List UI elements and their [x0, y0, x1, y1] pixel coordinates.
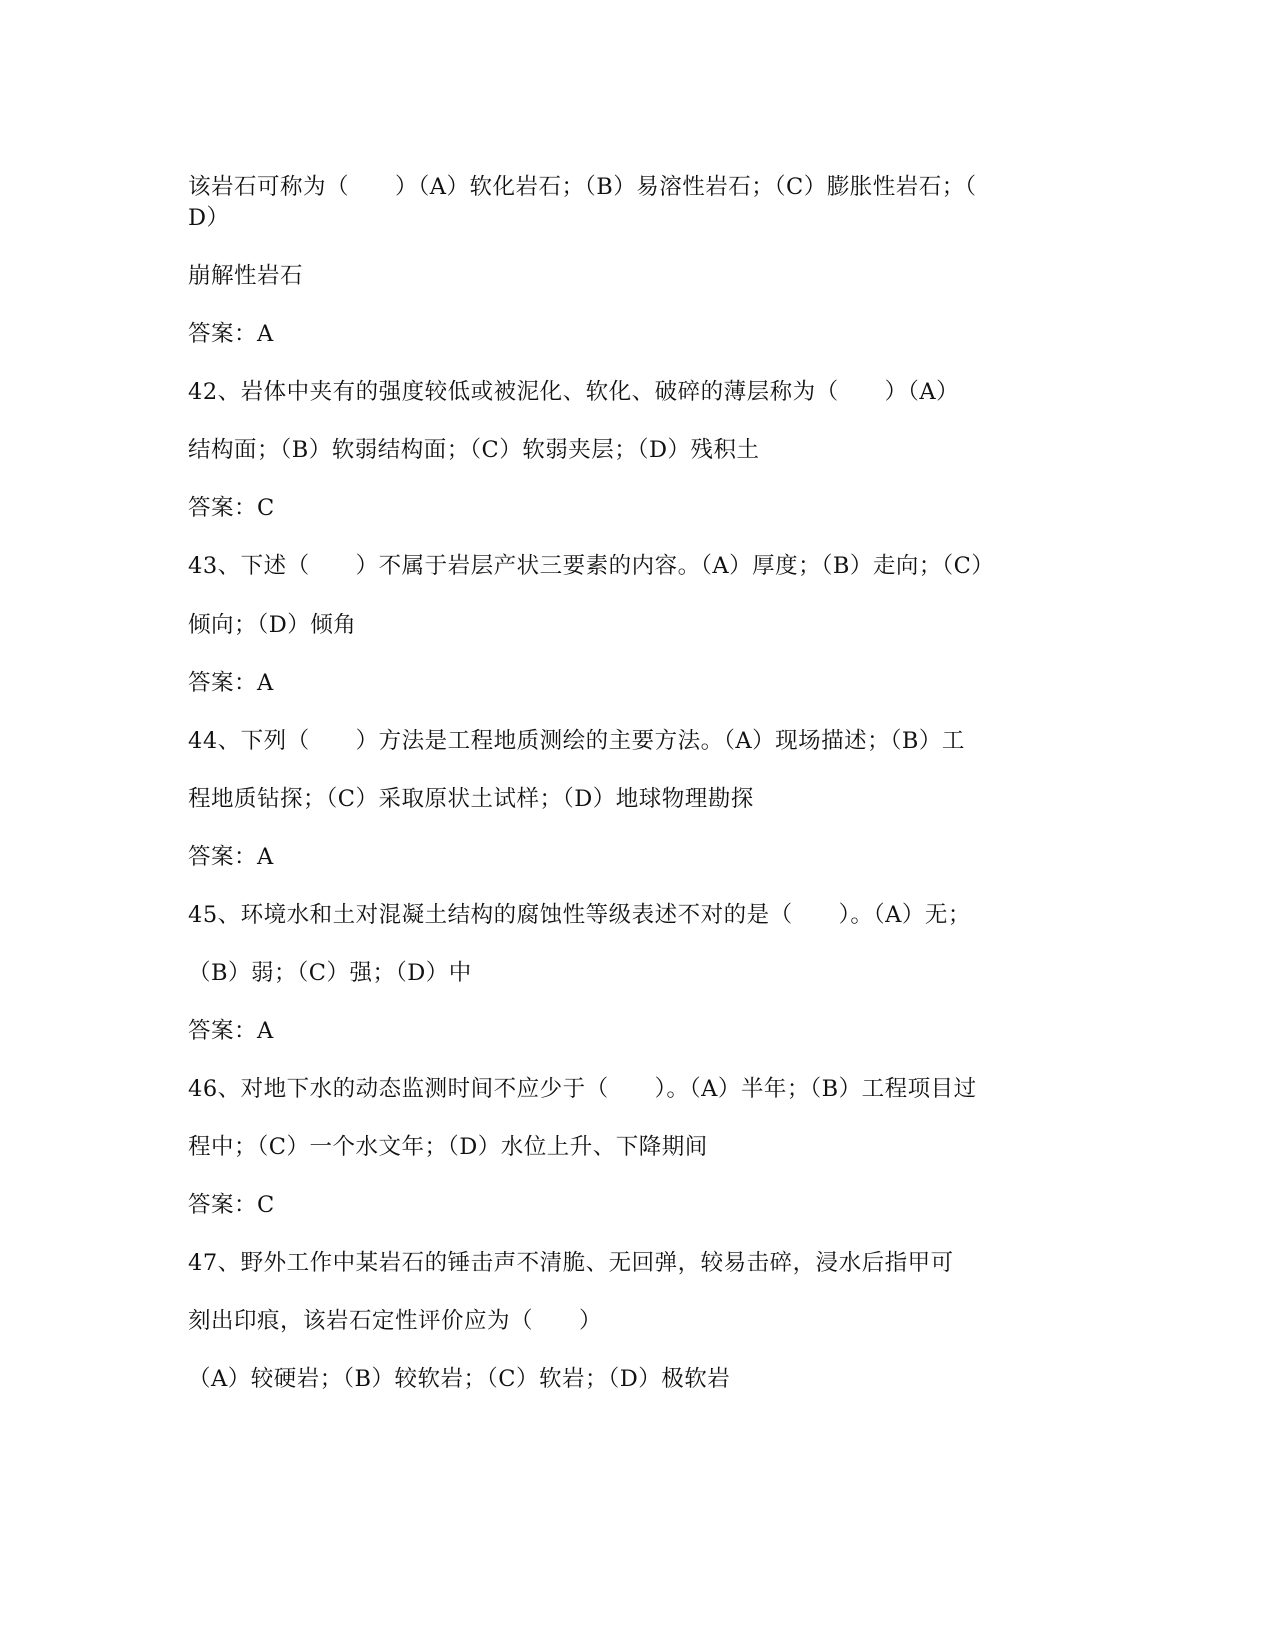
answer-42: 答案：C — [188, 495, 275, 521]
answer-41: 答案：A — [188, 321, 274, 347]
question-46-stem-line: 46、对地下水的动态监测时间不应少于（ ）。（A）半年；（B）工程项目过 — [188, 1076, 977, 1102]
question-45-options-line: （B）弱；（C）强；（D）中 — [188, 960, 472, 986]
question-41-option-d-line: 崩解性岩石 — [188, 263, 304, 289]
question-41-stem-line: 该岩石可称为（ ）（A）软化岩石；（B）易溶性岩石；（C）膨胀性岩石；（ — [188, 174, 977, 200]
question-42-stem-line: 42、岩体中夹有的强度较低或被泥化、软化、破碎的薄层称为（ ）（A） — [188, 379, 960, 405]
question-43-stem-line: 43、下述（ ）不属于岩层产状三要素的内容。（A）厚度；（B）走向；（C） — [188, 553, 995, 579]
question-44-options-line: 程地质钻探；（C）采取原状土试样；（D）地球物理勘探 — [188, 786, 754, 812]
question-42-options-line: 结构面；（B）软弱结构面；（C）软弱夹层；（D）残积土 — [188, 437, 760, 463]
answer-44: 答案：A — [188, 844, 274, 870]
answer-46: 答案：C — [188, 1192, 275, 1218]
answer-45: 答案：A — [188, 1018, 274, 1044]
question-46-options-line: 程中；（C）一个水文年；（D）水位上升、下降期间 — [188, 1134, 708, 1160]
question-44-stem-line: 44、下列（ ）方法是工程地质测绘的主要方法。（A）现场描述；（B）工 — [188, 728, 965, 754]
answer-43: 答案：A — [188, 670, 274, 696]
question-47-stem-line-2: 刻出印痕，该岩石定性评价应为（ ） — [188, 1308, 603, 1334]
question-47-options-line: （A）较硬岩；（B）较软岩；（C）软岩；（D）极软岩 — [188, 1366, 731, 1392]
question-41-option-wrap-line: D） — [188, 205, 230, 231]
question-43-options-line: 倾向；（D）倾角 — [188, 612, 357, 638]
question-47-stem-line-1: 47、野外工作中某岩石的锤击声不清脆、无回弹，较易击碎，浸水后指甲可 — [188, 1250, 954, 1276]
question-45-stem-line: 45、环境水和土对混凝土结构的腐蚀性等级表述不对的是（ ）。（A）无； — [188, 902, 971, 928]
